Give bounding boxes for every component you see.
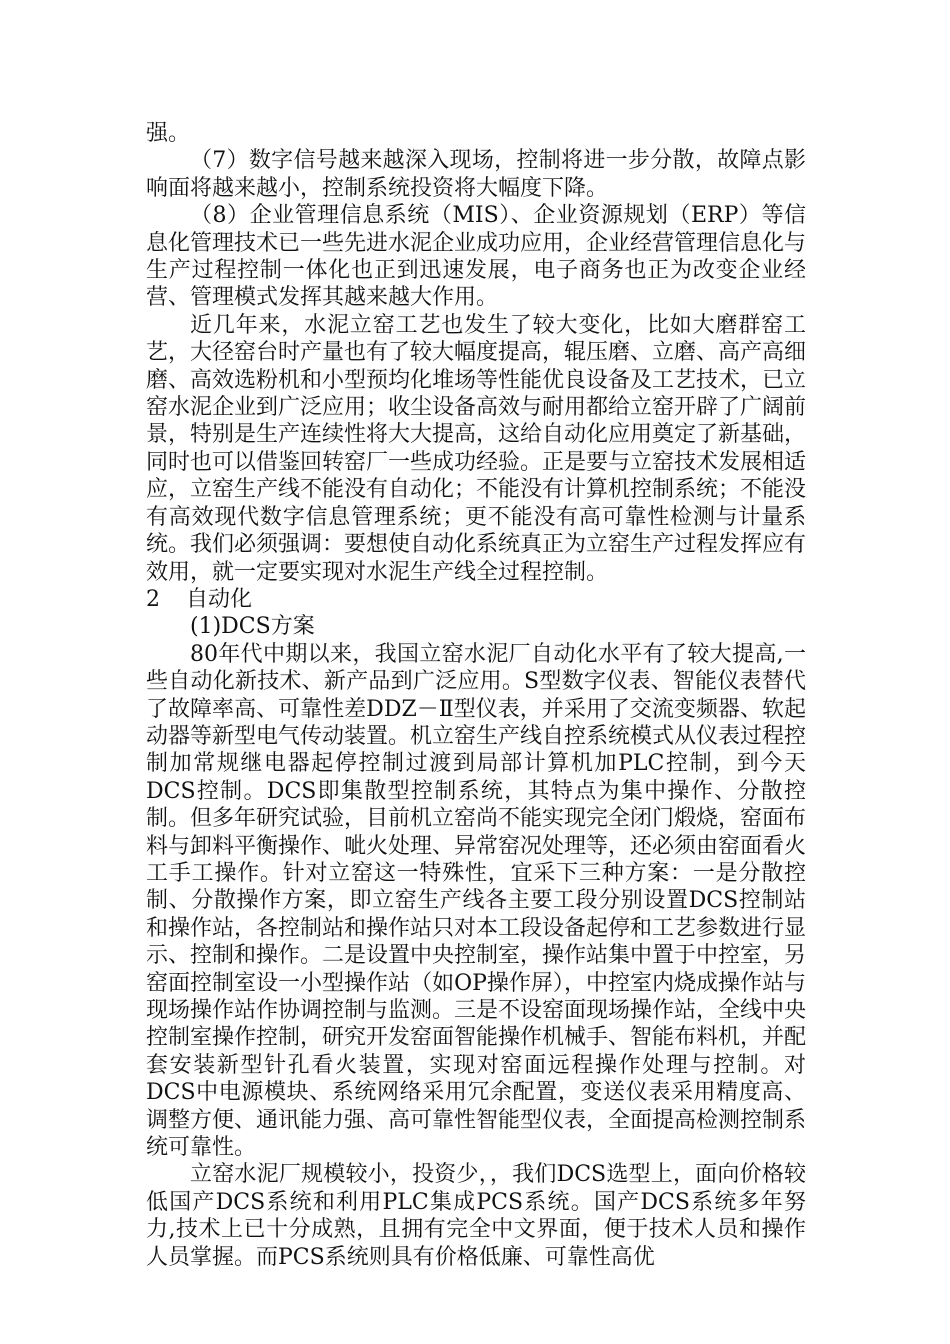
section-heading — [146, 586, 806, 613]
paragraph-continuation: 强。 — [146, 121, 191, 146]
paragraph-shaft-kiln-development: 近几年来，水泥立窑工艺也发生了较大变化，比如大磨群窑工艺，大径窑台时产量也有了较大幅度提高，辊压磨、立磨、高产高细磨、高效选粉机和小型预均化堆场等性能优良设备及工艺技术，已立窑水泥企业到广泛应用；收尘设备高效与耐用都给立窑开辟了广阔前景，特别是生产连续性将大大提高，这给自动化应用奠定了新基础，同时也可以借鉴回转窑厂一些成功经验。正是要与立窑技术发展相适应，立窑生产线不能没有自动化；不能没有计算机控制系统；不能没有高效现代数字信息管理系统；更不能没有高可靠性检测与计量系统。我们必须强调：要想使自动化系统真正为立窑生产过程发挥应有效用，就一定要实现对水泥生产线全过程控制。 — [146, 312, 807, 585]
paragraph-item-7: （7）数字信号越来越深入现场，控制将进一步分散，故障点影响面将越来越小，控制系统投资将大幅度下降。 — [146, 148, 806, 201]
document-page — [146, 120, 806, 1271]
section-title: 自动化 — [186, 586, 253, 612]
paragraph-dcs-selection: 立窑水泥厂规模较小，投资少，，我们DCS选型上，面向价格较低国产DCS系统和利用PLC集成PCS系统。国产DCS系统多年努力,技术上已十分成熟，且拥有完全中文界面，便于技术人员和操作人员掌握。而PCS系统则具有价格低廉、可靠性高优 — [146, 1162, 806, 1270]
section-number: 2 — [146, 586, 160, 612]
subsection-heading: (1)DCS方案 — [190, 614, 315, 640]
paragraph-dcs-history: 80年代中期以来，我国立窑水泥厂自动化水平有了较大提高,一些自动化新技术、新产品到广泛应用。S型数字仪表、智能仪表替代了故障率高、可靠性差DDZ－Ⅱ型仪表，并采用了交流变频器、软起动器等新型电气传动装置。机立窑生产线自控系统模式从仪表过程控制加常规继电器起停控制过渡到局部计算机加PLC控制，到今天DCS控制。DCS即集散型控制系统，其特点为集中操作、分散控制。但多年研究试验，目前机立窑尚不能实现完全闭门煅烧，窑面布料与卸料平衡操作、呲火处理、异常窑况处理等，还必须由窑面看火工手工操作。针对立窑这一特殊性，宜采下三种方案：一是分散控制、分散操作方案，即立窑生产线各主要工段分别设置DCS控制站和操作站，各控制站和操作站只对本工段设备起停和工艺参数进行显示、控制和操作。二是设置中央控制室，操作站集中置于中控室，另窑面控制室设一小型操作站（如OP操作屏），中控室内烧成操作站与现场操作站作协调控制与监测。三是不设窑面现场操作站，全线中央控制室操作控制，研究开发窑面智能操作机械手、智能布料机，并配套安装新型针孔看火装置，实现对窑面远程操作处理与控制。对DCS中电源模块、系统网络采用冗余配置，变送仪表采用精度高、调整方便、通讯能力强、高可靠性智能型仪表，全面提高检测控制系统可靠性。 — [146, 641, 807, 1161]
paragraph-item-8: （8）企业管理信息系统（MIS）、企业资源规划（ERP）等信息化管理技术已一些先进水泥企业成功应用，企业经营管理信息化与生产过程控制一体化也正到迅速发展，电子商务也正为改变企业经营、管理模式发挥其越来越大作用。 — [146, 203, 807, 311]
